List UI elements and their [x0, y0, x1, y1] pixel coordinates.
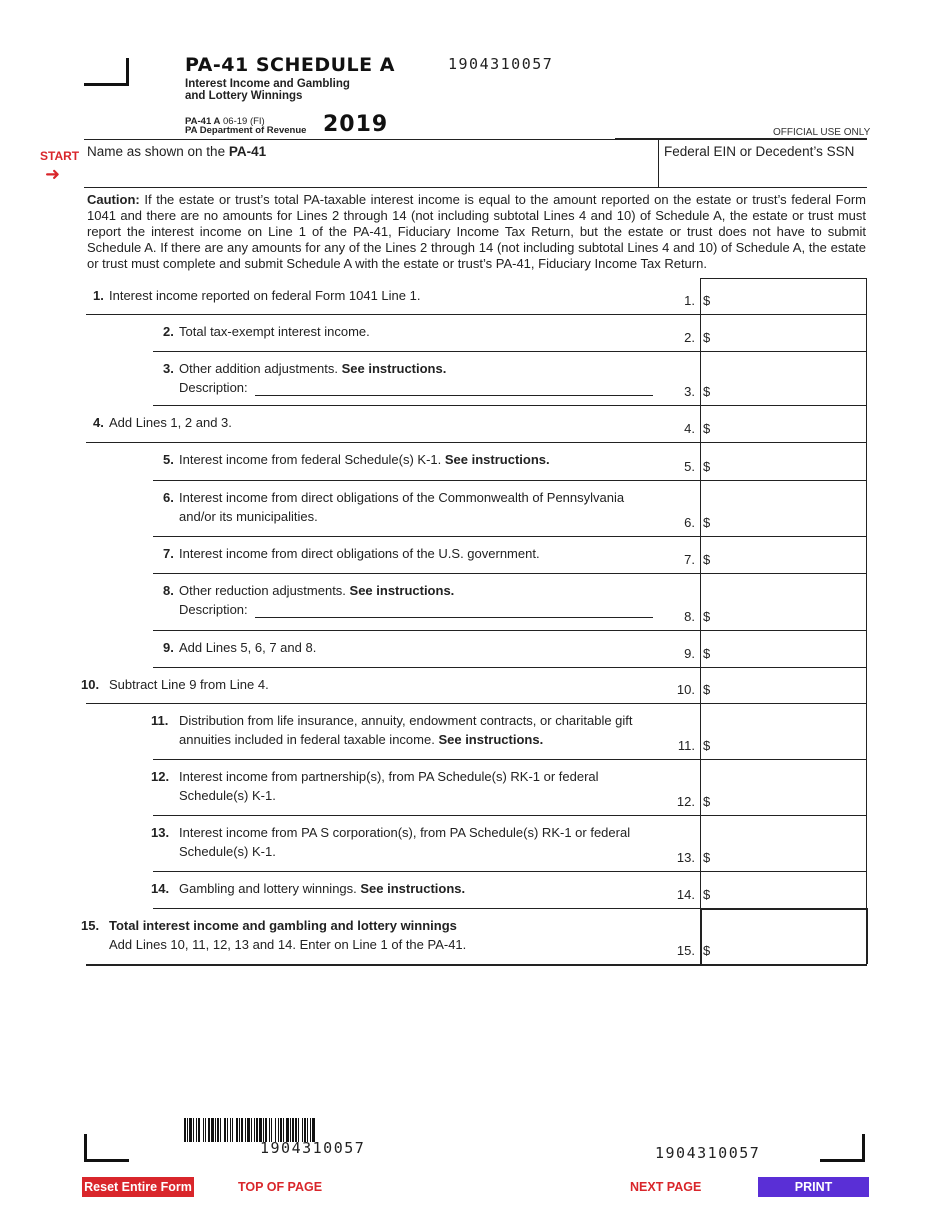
identity-top-rule — [84, 139, 867, 140]
line-11-amount-border-left — [700, 703, 701, 759]
line-9-reference: 9. — [684, 646, 695, 661]
line-9-number: 9. — [163, 640, 174, 655]
line-15-amount-top-rule — [700, 908, 868, 910]
barcode-number: 1904310057 — [260, 1139, 366, 1157]
line-15-reference: 15. — [676, 943, 695, 958]
form-subtitle-line1: Interest Income and Gambling — [185, 78, 350, 90]
line-10-dollar-sign: $ — [703, 682, 711, 697]
line-5-amount-border-left — [700, 442, 701, 480]
print-button[interactable]: PRINT — [758, 1177, 869, 1197]
line-5-dollar-sign: $ — [703, 459, 711, 474]
line-10-amount-border-right — [866, 667, 867, 703]
line-7-dollar-sign: $ — [703, 552, 711, 567]
line-13-label-continued — [179, 842, 276, 861]
caution-label: Caution: — [87, 192, 140, 207]
line-13-dollar-sign: $ — [703, 850, 711, 865]
line-13-number: 13. — [151, 825, 170, 840]
line-13-amount-border-left — [700, 815, 701, 871]
line-8-dollar-sign: $ — [703, 609, 711, 624]
line-14-amount-field[interactable] — [714, 874, 862, 905]
line-3-amount-border-right — [866, 351, 867, 405]
line-15-text-continued: Add Lines 10, 11, 12, 13 and 14. Enter on Line 1 of the PA-41. — [109, 937, 467, 952]
line-4-text: Add Lines 1, 2 and 3. — [109, 415, 232, 430]
line-12-reference: 12. — [676, 794, 695, 809]
line-13-text: Interest income from PA S corporation(s), from PA Schedule(s) RK-1 or federal — [179, 825, 631, 840]
line-13-label — [179, 823, 630, 842]
line-2-amount-border-left — [700, 314, 701, 351]
line-1-rule — [86, 314, 867, 315]
ein-label: Federal EIN or Decedent’s SSN — [664, 144, 855, 159]
form-title: PA-41 SCHEDULE A — [185, 54, 395, 76]
name-label — [87, 142, 266, 161]
line-1-amount-border-left — [700, 278, 701, 314]
line-10-reference: 10. — [676, 682, 695, 697]
line-7-amount-border-right — [866, 536, 867, 573]
line-4-amount-border-right — [866, 405, 867, 442]
line-5-rule — [153, 480, 867, 481]
official-use-label: OFFICIAL USE ONLY — [773, 127, 871, 138]
line-4-number: 4. — [93, 415, 104, 430]
line-13-rule — [153, 871, 867, 872]
line-2-amount-field[interactable] — [714, 317, 862, 348]
line-12-amount-field[interactable] — [714, 762, 862, 812]
line-1-amount-border-right — [866, 278, 867, 314]
line-6-amount-border-left — [700, 480, 701, 536]
line-15-dollar-sign: $ — [703, 943, 711, 958]
line-12-rule — [153, 815, 867, 816]
line-8-rule — [153, 630, 867, 631]
caution-paragraph — [87, 192, 866, 272]
line-13-amount-field[interactable] — [714, 818, 862, 868]
line-8-amount-border-right — [866, 573, 867, 630]
line-3-amount-border-left — [700, 351, 701, 405]
line-11-emphasis-continued: See instructions. — [438, 732, 544, 747]
registration-mark-bottom-right — [820, 1134, 865, 1162]
line-15-amount-border-right — [866, 908, 868, 964]
line-5-text: Interest income from federal Schedule(s) K-1. — [179, 452, 445, 467]
line-9-amount-field[interactable] — [714, 633, 862, 664]
line-9-dollar-sign: $ — [703, 646, 711, 661]
line-2-label — [179, 322, 370, 341]
caution-text: If the estate or trust’s total PA-taxable interest income is equal to the amount reported on the estate or trust’s federal Form 1041 and there are no amounts for Lines 2 through 14 (not including subtotal Lines 4 and 10) of Schedule A, the estate or trust must report the interest income on Line 1 of the PA-41, Fiduciary Income Tax Return, but the estate or trust does not have to submit Schedule A. If there are any amounts for any of the Lines 2 through 14 (not including subtotal Lines 4 and 10) of Schedule A, the estate or trust must complete and submit Schedule A with the estate or trust’s PA-41, Fiduciary Income Tax Return. — [87, 192, 866, 271]
line-7-amount-border-left — [700, 536, 701, 573]
line-9-rule — [153, 667, 867, 668]
form-subtitle-line2: and Lottery Winnings — [185, 90, 303, 102]
line-12-text-continued: Schedule(s) K-1. — [179, 788, 276, 803]
line-6-text-continued: and/or its municipalities. — [179, 509, 318, 524]
line-10-amount-border-left — [700, 667, 701, 703]
line-10-rule — [86, 703, 867, 704]
amount-column-top-rule — [700, 278, 867, 279]
line-11-text-continued: annuities included in federal taxable income. — [179, 732, 439, 747]
ein-field[interactable] — [664, 162, 864, 184]
line-11-dollar-sign: $ — [703, 738, 711, 753]
registration-mark-bottom-left — [84, 1134, 129, 1162]
line-2-text: Total tax-exempt interest income. — [179, 324, 370, 339]
line-6-dollar-sign: $ — [703, 515, 711, 530]
line-7-rule — [153, 573, 867, 574]
line-10-number: 10. — [81, 677, 100, 692]
line-2-dollar-sign: $ — [703, 330, 711, 345]
line-6-amount-border-right — [866, 480, 867, 536]
line-11-amount-field[interactable] — [714, 706, 862, 756]
form-code-bold: PA-41 A — [185, 116, 221, 127]
line-1-amount-field[interactable] — [714, 281, 862, 311]
line-14-number: 14. — [151, 881, 170, 896]
line-11-label-continued — [179, 730, 543, 749]
line-13-text-continued: Schedule(s) K-1. — [179, 844, 276, 859]
identity-divider — [658, 139, 659, 187]
line-6-label-continued — [179, 507, 318, 526]
line-5-emphasis: See instructions. — [444, 452, 550, 467]
line-2-number: 2. — [163, 324, 174, 339]
line-4-rule — [86, 442, 867, 443]
line-11-label — [179, 711, 633, 730]
line-7-amount-field[interactable] — [714, 539, 862, 570]
line-8-label-continued — [179, 600, 248, 619]
start-arrow-icon: ➜ — [45, 164, 61, 184]
scan-number-bottom: 1904310057 — [655, 1144, 761, 1162]
line-12-label — [179, 767, 599, 786]
line-11-rule — [153, 759, 867, 760]
line-3-emphasis: See instructions. — [341, 361, 447, 376]
line-15-label-continued — [109, 935, 466, 954]
top-of-page-link[interactable]: TOP OF PAGE — [238, 1180, 323, 1194]
name-label-text: Name as shown on the — [87, 144, 229, 159]
form-revision: 06-19 (FI) — [223, 116, 265, 127]
line-12-number: 12. — [151, 769, 170, 784]
line-14-text: Gambling and lottery winnings. — [179, 881, 361, 896]
line-3-number: 3. — [163, 361, 174, 376]
line-9-amount-border-right — [866, 630, 867, 667]
line-15-number: 15. — [81, 918, 100, 933]
line-14-label — [179, 879, 465, 898]
line-10-text: Subtract Line 9 from Line 4. — [109, 677, 269, 692]
line-6-rule — [153, 536, 867, 537]
line-5-reference: 5. — [684, 459, 695, 474]
line-12-label-continued — [179, 786, 276, 805]
line-3-dollar-sign: $ — [703, 384, 711, 399]
line-11-text: Distribution from life insurance, annuity, endowment contracts, or charitable gift — [179, 713, 633, 728]
line-10-label — [109, 675, 269, 694]
line-14-amount-border-right — [866, 871, 867, 908]
line-14-dollar-sign: $ — [703, 887, 711, 902]
tax-year: 2019 — [323, 112, 389, 137]
line-12-text: Interest income from partnership(s), from PA Schedule(s) RK-1 or federal — [179, 769, 599, 784]
line-5-amount-field[interactable] — [714, 445, 862, 477]
line-8-reference: 8. — [684, 609, 695, 624]
line-1-label — [109, 286, 420, 305]
line-11-amount-border-right — [866, 703, 867, 759]
line-12-amount-border-left — [700, 759, 701, 815]
line-3-rule — [153, 405, 867, 406]
line-5-label — [179, 450, 550, 469]
line-15-label — [109, 916, 457, 935]
line-15-amount-border-left — [700, 908, 702, 964]
line-14-reference: 14. — [676, 887, 695, 902]
start-label: START — [40, 149, 80, 163]
line-6-text: Interest income from direct obligations of the Commonwealth of Pennsylvania — [179, 490, 625, 505]
line-4-amount-field[interactable] — [714, 408, 862, 439]
line-1-number: 1. — [93, 288, 104, 303]
line-11-number: 11. — [151, 713, 169, 728]
line-1-text: Interest income reported on federal Form 1041 Line 1. — [109, 288, 421, 303]
line-12-dollar-sign: $ — [703, 794, 711, 809]
scan-number-top: 1904310057 — [448, 55, 554, 73]
line-5-number: 5. — [163, 452, 174, 467]
line-8-amount-field[interactable] — [714, 576, 862, 627]
line-3-amount-field[interactable] — [714, 354, 862, 402]
line-13-amount-border-right — [866, 815, 867, 871]
line-9-amount-border-left — [700, 630, 701, 667]
line-13-reference: 13. — [676, 850, 695, 865]
name-label-form: PA-41 — [228, 144, 267, 159]
line-9-text: Add Lines 5, 6, 7 and 8. — [179, 640, 317, 655]
line-6-reference: 6. — [684, 515, 695, 530]
line-7-number: 7. — [163, 546, 174, 561]
line-3-text: Other addition adjustments. — [179, 361, 342, 376]
line-3-reference: 3. — [684, 384, 695, 399]
line-8-number: 8. — [163, 583, 174, 598]
line-3-label-continued — [179, 378, 248, 397]
line-3-description-field[interactable] — [255, 376, 653, 396]
line-8-description-field[interactable] — [255, 598, 653, 618]
line-2-amount-border-right — [866, 314, 867, 351]
line-15-amount-field[interactable] — [714, 911, 862, 961]
line-4-reference: 4. — [684, 421, 695, 436]
line-8-text: Other reduction adjustments. — [179, 583, 350, 598]
line-3-text-continued: Description: — [179, 380, 248, 395]
department-name: PA Department of Revenue — [185, 125, 307, 136]
line-7-label — [179, 544, 540, 563]
line-9-label — [179, 638, 316, 657]
name-field[interactable] — [87, 162, 652, 184]
line-6-number: 6. — [163, 490, 174, 505]
line-1-dollar-sign: $ — [703, 293, 711, 308]
line-7-text: Interest income from direct obligations of the U.S. government. — [179, 546, 540, 561]
line-8-amount-border-left — [700, 573, 701, 630]
line-8-text-continued: Description: — [179, 602, 248, 617]
line-2-rule — [153, 351, 867, 352]
line-4-label — [109, 413, 232, 432]
line-5-amount-border-right — [866, 442, 867, 480]
next-page-link[interactable]: NEXT PAGE — [630, 1180, 702, 1194]
identity-bottom-rule — [84, 187, 867, 188]
line-10-amount-field[interactable] — [714, 670, 862, 700]
line-4-amount-border-left — [700, 405, 701, 442]
line-6-amount-field[interactable] — [714, 483, 862, 533]
line-6-label — [179, 488, 624, 507]
line-8-emphasis: See instructions. — [349, 583, 455, 598]
line-12-amount-border-right — [866, 759, 867, 815]
line-11-reference: 11. — [677, 738, 695, 753]
line-15-emphasis: Total interest income and gambling and lottery winnings — [109, 918, 457, 933]
registration-mark-top-left — [84, 58, 129, 86]
line-15-rule — [86, 964, 867, 966]
line-4-dollar-sign: $ — [703, 421, 711, 436]
line-14-emphasis: See instructions. — [360, 881, 466, 896]
line-2-reference: 2. — [684, 330, 695, 345]
line-14-amount-border-left — [700, 871, 701, 908]
line-1-reference: 1. — [684, 293, 695, 308]
line-7-reference: 7. — [684, 552, 695, 567]
reset-form-button[interactable]: Reset Entire Form — [82, 1177, 194, 1197]
